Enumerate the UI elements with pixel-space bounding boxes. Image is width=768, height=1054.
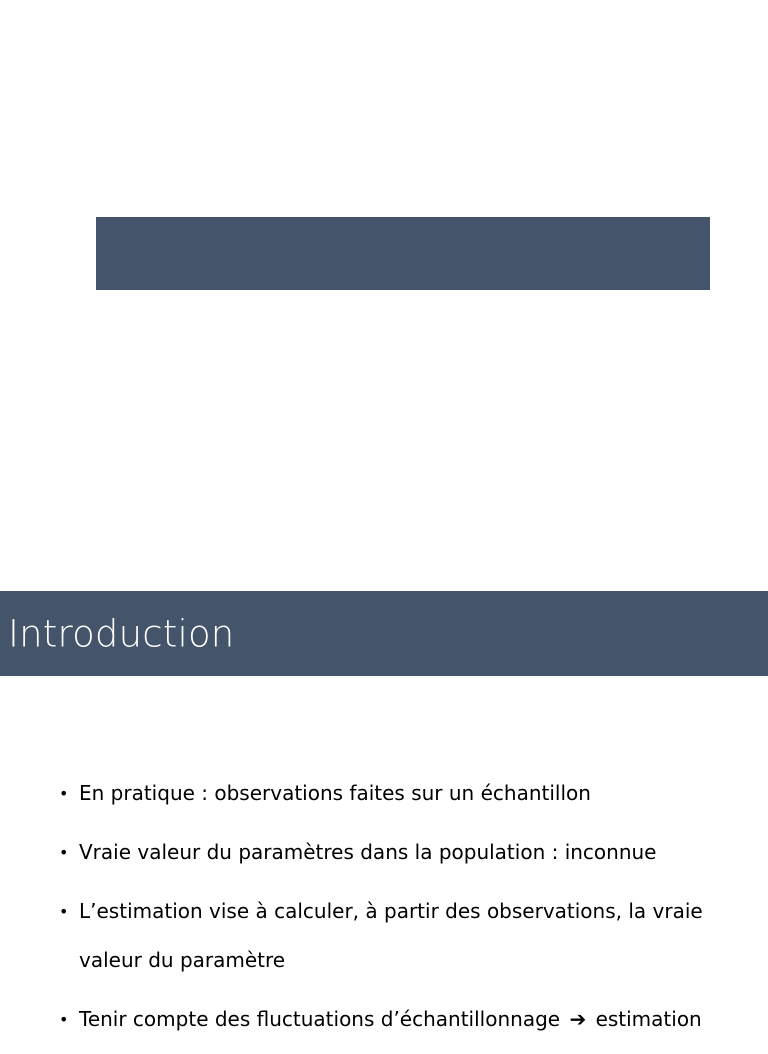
bullet-dot-icon: • [59, 902, 69, 921]
bullet-dot-icon: • [59, 784, 69, 803]
bullet-dot-icon: • [59, 843, 69, 862]
bullet-dot-icon: • [59, 1010, 69, 1029]
bullet-item [59, 828, 759, 877]
bullet-text: estimation [595, 1007, 702, 1031]
bullet-list [59, 769, 759, 1054]
bullet-text: L’estimation vise à calculer, à partir des observations, la vraie valeur du paramètre [79, 899, 703, 972]
bullet-text: En pratique : observations faites sur un échantillon [79, 781, 591, 805]
top-title-banner [96, 217, 710, 290]
bullet-item [59, 995, 759, 1044]
bullet-item [59, 887, 734, 985]
right-arrow-icon: ➔ [569, 1007, 587, 1031]
bullet-text: Vraie valeur du paramètres dans la population : inconnue [79, 840, 657, 864]
section-title: Introduction [8, 612, 235, 655]
bullet-text: Tenir compte des fluctuations d’échantillonnage [79, 1007, 561, 1031]
section-header-bar [0, 591, 768, 676]
bullet-item [59, 769, 759, 818]
